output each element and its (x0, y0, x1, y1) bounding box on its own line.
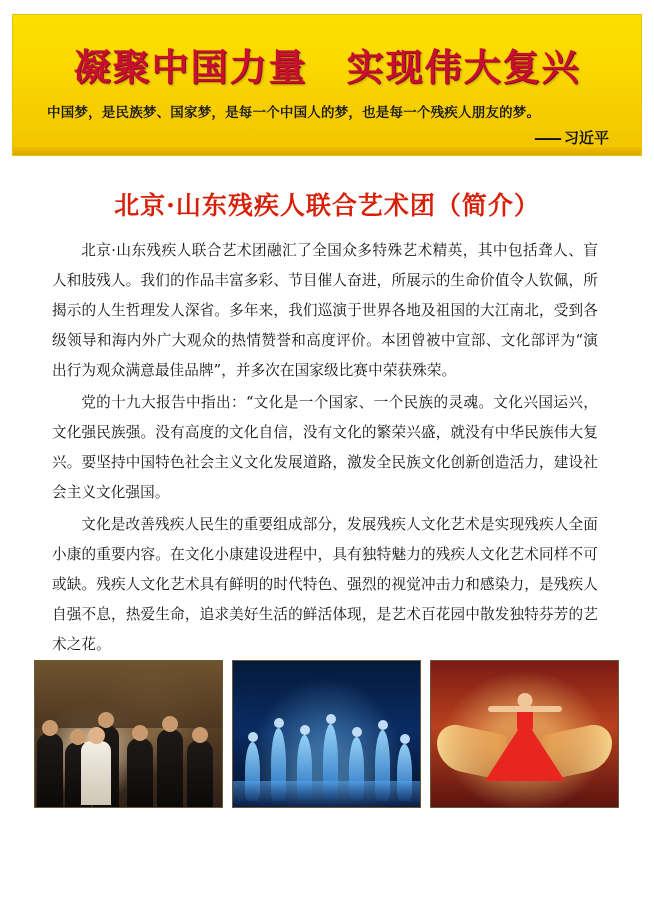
paragraph-list (12, 236, 642, 660)
header-banner (12, 14, 642, 156)
photo-leaders-greeting-performers (34, 660, 223, 808)
photo-figures (35, 702, 222, 807)
photo-stage-floor (233, 781, 420, 807)
photo-red-dress-solo-dance (430, 660, 619, 808)
photo-strip (34, 660, 620, 808)
banner-subtitle: 中国梦，是民族梦、国家梦，是每一个中国人的梦，也是每一个残疾人朋友的梦。 (47, 105, 541, 121)
paragraph: 党的十九大报告中指出：“文化是一个国家、一个民族的灵魂。文化兴国运兴，文化强民族强。没有高度的文化自信，没有文化的繁荣兴盛，就没有中华民族伟大复兴。要坚持中国特色社会主义文化发展道路，激发全民族文化创新创造活力，建设社会主义文化强国。 (52, 394, 598, 501)
banner-attribution (534, 127, 609, 148)
paragraph: 北京·山东残疾人联合艺术团融汇了全国众多特殊艺术精英，其中包括聋人、盲人和肢残人。我们的作品丰富多彩、节目催人奋进，所展示的生命价值令人钦佩，所揭示的人生哲理发人深省。多年来，我们巡演于世界各地及祖国的大江南北，受到各级领导和海内外广大观众的热情赞誉和高度评价。本团曾被中宣部、文化部评为“演出行为观众满意最佳品牌”，并多次在国家级比赛中荣获殊荣。 (52, 242, 598, 379)
attribution-name: 习近平 (563, 129, 609, 147)
photo-highlight-figure (81, 741, 111, 805)
paragraph: 文化是改善残疾人民生的重要组成部分，发展残疾人文化艺术是实现残疾人全面小康的重要内容。在文化小康建设进程中，具有独特魅力的残疾人文化艺术同样不可或缺。残疾人文化艺术具有鲜明的时代特色、强烈的视觉冲击力和感染力，是残疾人自强不息，热爱生命，追求美好生活的鲜活体现，是艺术百花园中散发独特芬芳的艺术之花。 (52, 516, 598, 653)
photo-blue-stage-group-dance (232, 660, 421, 808)
page-title: 北京·山东残疾人联合艺术团（简介） (114, 191, 540, 220)
photo-dancer-head (517, 693, 532, 708)
banner-title: 凝聚中国力量 实现伟大复兴 (73, 45, 581, 89)
attribution-dash: —— (533, 129, 560, 147)
document-body (12, 170, 642, 662)
